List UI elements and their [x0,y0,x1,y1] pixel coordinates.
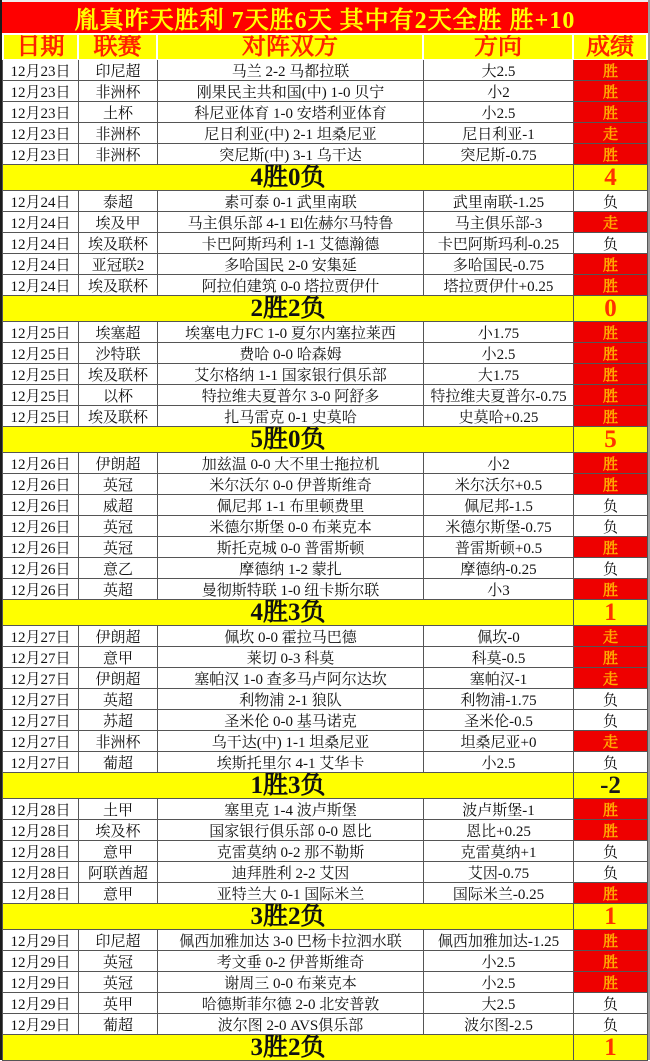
day-summary-row [2,427,648,453]
league-cell: 伊朗超 [79,453,158,474]
table-row [2,495,648,516]
result-badge: 负 [574,1014,648,1035]
day-summary-label: 3胜2负 [2,1035,574,1061]
result-badge: 负 [574,689,648,710]
league-cell: 苏超 [79,710,158,731]
date-cell: 12月24日 [2,275,79,296]
date-cell: 12月24日 [2,191,79,212]
col-header-direction: 方向 [424,35,574,60]
direction-cell: 米德尔斯堡-0.75 [424,516,574,537]
date-cell: 12月23日 [2,81,79,102]
day-summary-row [2,904,648,930]
matchup-cell: 科尼亚体育 1-0 安塔利亚体育 [158,102,424,123]
record-banner [2,0,648,33]
league-cell: 葡超 [79,1014,158,1035]
league-cell: 英冠 [79,972,158,993]
matchup-cell: 谢周三 0-0 布莱克本 [158,972,424,993]
result-badge: 胜 [574,254,648,275]
results-table-body [2,60,648,1061]
result-badge: 胜 [574,647,648,668]
matchup-cell: 扎马雷克 0-1 史莫哈 [158,406,424,427]
matchup-cell: 特拉维夫夏普尔 3-0 阿舒多 [158,385,424,406]
league-cell: 埃及联杯 [79,406,158,427]
matchup-cell: 迪拜胜利 2-2 艾因 [158,862,424,883]
table-row [2,731,648,752]
date-cell: 12月26日 [2,579,79,600]
matchup-cell: 国家银行俱乐部 0-0 恩比 [158,820,424,841]
matchup-cell: 米德尔斯堡 0-0 布莱克本 [158,516,424,537]
date-cell: 12月23日 [2,60,79,81]
date-cell: 12月25日 [2,343,79,364]
result-badge: 负 [574,841,648,862]
result-badge: 负 [574,558,648,579]
result-badge: 胜 [574,537,648,558]
result-badge: 胜 [574,385,648,406]
direction-cell: 坦桑尼亚+0 [424,731,574,752]
day-summary-value: 5 [574,427,648,453]
date-cell: 12月26日 [2,537,79,558]
direction-cell: 小3 [424,579,574,600]
direction-cell: 佩尼邦-1.5 [424,495,574,516]
date-cell: 12月27日 [2,689,79,710]
result-badge: 走 [574,123,648,144]
date-cell: 12月29日 [2,972,79,993]
matchup-cell: 莱切 0-3 科莫 [158,647,424,668]
day-summary-row [2,773,648,799]
date-cell: 12月27日 [2,668,79,689]
league-cell: 非洲杯 [79,81,158,102]
day-summary-label: 4胜0负 [2,165,574,191]
matchup-cell: 马主俱乐部 4-1 El佐赫尔马特鲁 [158,212,424,233]
matchup-cell: 费哈 0-0 哈森姆 [158,343,424,364]
matchup-cell: 塞帕汉 1-0 查多马卢阿尔达坎 [158,668,424,689]
league-cell: 意乙 [79,558,158,579]
matchup-cell: 加兹温 0-0 大不里士拖拉机 [158,453,424,474]
direction-cell: 小2.5 [424,102,574,123]
day-summary-value: 1 [574,600,648,626]
table-row [2,474,648,495]
direction-cell: 塞帕汉-1 [424,668,574,689]
direction-cell: 卡巴阿斯玛利-0.25 [424,233,574,254]
direction-cell: 尼日利亚-1 [424,123,574,144]
direction-cell: 大2.5 [424,993,574,1014]
direction-cell: 小2.5 [424,972,574,993]
matchup-cell: 利物浦 2-1 狼队 [158,689,424,710]
league-cell: 非洲杯 [79,144,158,165]
league-cell: 亚冠联2 [79,254,158,275]
league-cell: 英冠 [79,474,158,495]
result-badge: 胜 [574,951,648,972]
result-badge: 胜 [574,60,648,81]
table-row [2,799,648,820]
league-cell: 英甲 [79,993,158,1014]
matchup-cell: 斯托克城 0-0 普雷斯顿 [158,537,424,558]
col-header-date: 日期 [2,35,79,60]
league-cell: 以杯 [79,385,158,406]
result-badge: 负 [574,191,648,212]
league-cell: 埃塞超 [79,322,158,343]
result-badge: 负 [574,862,648,883]
matchup-cell: 塞里克 1-4 波卢斯堡 [158,799,424,820]
date-cell: 12月28日 [2,841,79,862]
record-banner-text: 胤真昨天胜利 7天胜6天 其中有2天全胜 胜+10 [74,8,576,34]
matchup-cell: 突尼斯(中) 3-1 乌干达 [158,144,424,165]
matchup-cell: 圣米伦 0-0 基马诺克 [158,710,424,731]
date-cell: 12月23日 [2,123,79,144]
matchup-cell: 克雷莫纳 0-2 那不勒斯 [158,841,424,862]
date-cell: 12月29日 [2,1014,79,1035]
day-summary-label: 2胜2负 [2,296,574,322]
matchup-cell: 素可泰 0-1 武里南联 [158,191,424,212]
result-badge: 胜 [574,102,648,123]
table-row [2,102,648,123]
direction-cell: 圣米伦-0.5 [424,710,574,731]
result-badge: 负 [574,516,648,537]
table-row [2,862,648,883]
table-header-row [2,33,648,60]
day-summary-row [2,600,648,626]
table-row [2,60,648,81]
result-badge: 胜 [574,322,648,343]
league-cell: 英冠 [79,537,158,558]
date-cell: 12月28日 [2,862,79,883]
matchup-cell: 刚果民主共和国(中) 1-0 贝宁 [158,81,424,102]
league-cell: 埃及联杯 [79,233,158,254]
day-summary-label: 3胜2负 [2,904,574,930]
table-row [2,275,648,296]
direction-cell: 波尔图-2.5 [424,1014,574,1035]
table-row [2,820,648,841]
date-cell: 12月26日 [2,453,79,474]
result-badge: 负 [574,752,648,773]
table-row [2,123,648,144]
matchup-cell: 埃斯托里尔 4-1 艾华卡 [158,752,424,773]
table-row [2,322,648,343]
direction-cell: 武里南联-1.25 [424,191,574,212]
league-cell: 埃及甲 [79,212,158,233]
result-badge: 胜 [574,799,648,820]
table-row [2,233,648,254]
league-cell: 意甲 [79,883,158,904]
direction-cell: 多哈国民-0.75 [424,254,574,275]
date-cell: 12月27日 [2,710,79,731]
table-row [2,144,648,165]
date-cell: 12月25日 [2,385,79,406]
league-cell: 英冠 [79,951,158,972]
table-row [2,647,648,668]
matchup-cell: 卡巴阿斯玛利 1-1 艾德瀚德 [158,233,424,254]
result-badge: 胜 [574,81,648,102]
day-summary-label: 1胜3负 [2,773,574,799]
matchup-cell: 艾尔格纳 1-1 国家银行俱乐部 [158,364,424,385]
matchup-cell: 乌干达(中) 1-1 坦桑尼亚 [158,731,424,752]
direction-cell: 艾因-0.75 [424,862,574,883]
matchup-cell: 佩坎 0-0 霍拉马巴德 [158,626,424,647]
matchup-cell: 哈德斯菲尔德 2-0 北安普敦 [158,993,424,1014]
result-badge: 负 [574,993,648,1014]
date-cell: 12月23日 [2,102,79,123]
league-cell: 英超 [79,579,158,600]
table-row [2,689,648,710]
direction-cell: 小2.5 [424,752,574,773]
direction-cell: 小2.5 [424,343,574,364]
day-summary-label: 4胜3负 [2,600,574,626]
matchup-cell: 多哈国民 2-0 安集延 [158,254,424,275]
table-row [2,406,648,427]
matchup-cell: 阿拉伯建筑 0-0 塔拉贾伊什 [158,275,424,296]
league-cell: 阿联酋超 [79,862,158,883]
table-row [2,1014,648,1035]
table-row [2,385,648,406]
direction-cell: 大1.75 [424,364,574,385]
direction-cell: 恩比+0.25 [424,820,574,841]
result-badge: 走 [574,212,648,233]
matchup-cell: 马兰 2-2 马都拉联 [158,60,424,81]
date-cell: 12月23日 [2,144,79,165]
date-cell: 12月29日 [2,993,79,1014]
matchup-cell: 亚特兰大 0-1 国际米兰 [158,883,424,904]
league-cell: 意甲 [79,841,158,862]
table-row [2,841,648,862]
result-badge: 胜 [574,406,648,427]
result-badge: 走 [574,731,648,752]
direction-cell: 小2 [424,81,574,102]
table-row [2,558,648,579]
direction-cell: 波卢斯堡-1 [424,799,574,820]
league-cell: 印尼超 [79,60,158,81]
matchup-cell: 佩西加雅加达 3-0 巴杨卡拉泗水联 [158,930,424,951]
result-badge: 胜 [574,364,648,385]
direction-cell: 普雷斯顿+0.5 [424,537,574,558]
direction-cell: 马主俱乐部-3 [424,212,574,233]
date-cell: 12月26日 [2,474,79,495]
direction-cell: 突尼斯-0.75 [424,144,574,165]
league-cell: 英冠 [79,516,158,537]
league-cell: 埃及联杯 [79,275,158,296]
direction-cell: 史莫哈+0.25 [424,406,574,427]
day-summary-row [2,296,648,322]
result-badge: 负 [574,710,648,731]
matchup-cell: 尼日利亚(中) 2-1 坦桑尼亚 [158,123,424,144]
league-cell: 威超 [79,495,158,516]
table-row [2,364,648,385]
direction-cell: 摩德纳-0.25 [424,558,574,579]
date-cell: 12月27日 [2,626,79,647]
date-cell: 12月25日 [2,364,79,385]
direction-cell: 佩西加雅加达-1.25 [424,930,574,951]
date-cell: 12月27日 [2,752,79,773]
league-cell: 葡超 [79,752,158,773]
matchup-cell: 考文垂 0-2 伊普斯维奇 [158,951,424,972]
league-cell: 非洲杯 [79,123,158,144]
result-badge: 胜 [574,883,648,904]
table-row [2,951,648,972]
day-summary-label: 5胜0负 [2,427,574,453]
table-row [2,972,648,993]
league-cell: 土甲 [79,799,158,820]
league-cell: 非洲杯 [79,731,158,752]
table-row [2,930,648,951]
table-row [2,81,648,102]
table-row [2,453,648,474]
direction-cell: 小2.5 [424,951,574,972]
direction-cell: 米尔沃尔+0.5 [424,474,574,495]
table-row [2,668,648,689]
league-cell: 土杯 [79,102,158,123]
date-cell: 12月26日 [2,558,79,579]
date-cell: 12月26日 [2,495,79,516]
date-cell: 12月28日 [2,799,79,820]
league-cell: 英超 [79,689,158,710]
direction-cell: 克雷莫纳+1 [424,841,574,862]
day-summary-value: 1 [574,1035,648,1061]
direction-cell: 佩坎-0 [424,626,574,647]
col-header-matchup: 对阵双方 [158,35,424,60]
league-cell: 埃及联杯 [79,364,158,385]
day-summary-value: 0 [574,296,648,322]
table-row [2,212,648,233]
league-cell: 伊朗超 [79,626,158,647]
date-cell: 12月27日 [2,647,79,668]
day-summary-row [2,165,648,191]
date-cell: 12月25日 [2,322,79,343]
result-badge: 胜 [574,930,648,951]
table-row [2,752,648,773]
result-badge: 胜 [574,579,648,600]
table-row [2,191,648,212]
day-summary-value: 1 [574,904,648,930]
direction-cell: 塔拉贾伊什+0.25 [424,275,574,296]
table-row [2,883,648,904]
date-cell: 12月24日 [2,233,79,254]
direction-cell: 利物浦-1.75 [424,689,574,710]
matchup-cell: 佩尼邦 1-1 布里顿费里 [158,495,424,516]
league-cell: 意甲 [79,647,158,668]
date-cell: 12月26日 [2,516,79,537]
date-cell: 12月24日 [2,212,79,233]
matchup-cell: 曼彻斯特联 1-0 纽卡斯尔联 [158,579,424,600]
col-header-result: 成绩 [574,35,648,60]
table-row [2,516,648,537]
col-header-league: 联赛 [79,35,158,60]
date-cell: 12月28日 [2,883,79,904]
date-cell: 12月29日 [2,951,79,972]
direction-cell: 大2.5 [424,60,574,81]
date-cell: 12月27日 [2,731,79,752]
table-row [2,993,648,1014]
matchup-cell: 摩德纳 1-2 蒙扎 [158,558,424,579]
table-row [2,537,648,558]
result-badge: 走 [574,626,648,647]
result-badge: 胜 [574,343,648,364]
direction-cell: 国际米兰-0.25 [424,883,574,904]
day-summary-value: 4 [574,165,648,191]
table-row [2,343,648,364]
table-row [2,710,648,731]
result-badge: 走 [574,668,648,689]
league-cell: 伊朗超 [79,668,158,689]
result-badge: 胜 [574,144,648,165]
date-cell: 12月28日 [2,820,79,841]
table-row [2,579,648,600]
table-row [2,254,648,275]
matchup-cell: 埃塞电力FC 1-0 夏尔内塞拉莱西 [158,322,424,343]
matchup-cell: 米尔沃尔 0-0 伊普斯维奇 [158,474,424,495]
league-cell: 埃及杯 [79,820,158,841]
result-badge: 胜 [574,972,648,993]
day-summary-value: -2 [574,773,648,799]
league-cell: 沙特联 [79,343,158,364]
result-badge: 胜 [574,453,648,474]
league-cell: 泰超 [79,191,158,212]
direction-cell: 科莫-0.5 [424,647,574,668]
day-summary-row [2,1035,648,1061]
direction-cell: 小1.75 [424,322,574,343]
league-cell: 印尼超 [79,930,158,951]
result-badge: 胜 [574,275,648,296]
date-cell: 12月24日 [2,254,79,275]
table-row [2,626,648,647]
result-badge: 胜 [574,820,648,841]
result-badge: 负 [574,495,648,516]
result-badge: 负 [574,233,648,254]
result-badge: 胜 [574,474,648,495]
date-cell: 12月29日 [2,930,79,951]
direction-cell: 特拉维夫夏普尔-0.75 [424,385,574,406]
matchup-cell: 波尔图 2-0 AVS俱乐部 [158,1014,424,1035]
date-cell: 12月25日 [2,406,79,427]
direction-cell: 小2 [424,453,574,474]
